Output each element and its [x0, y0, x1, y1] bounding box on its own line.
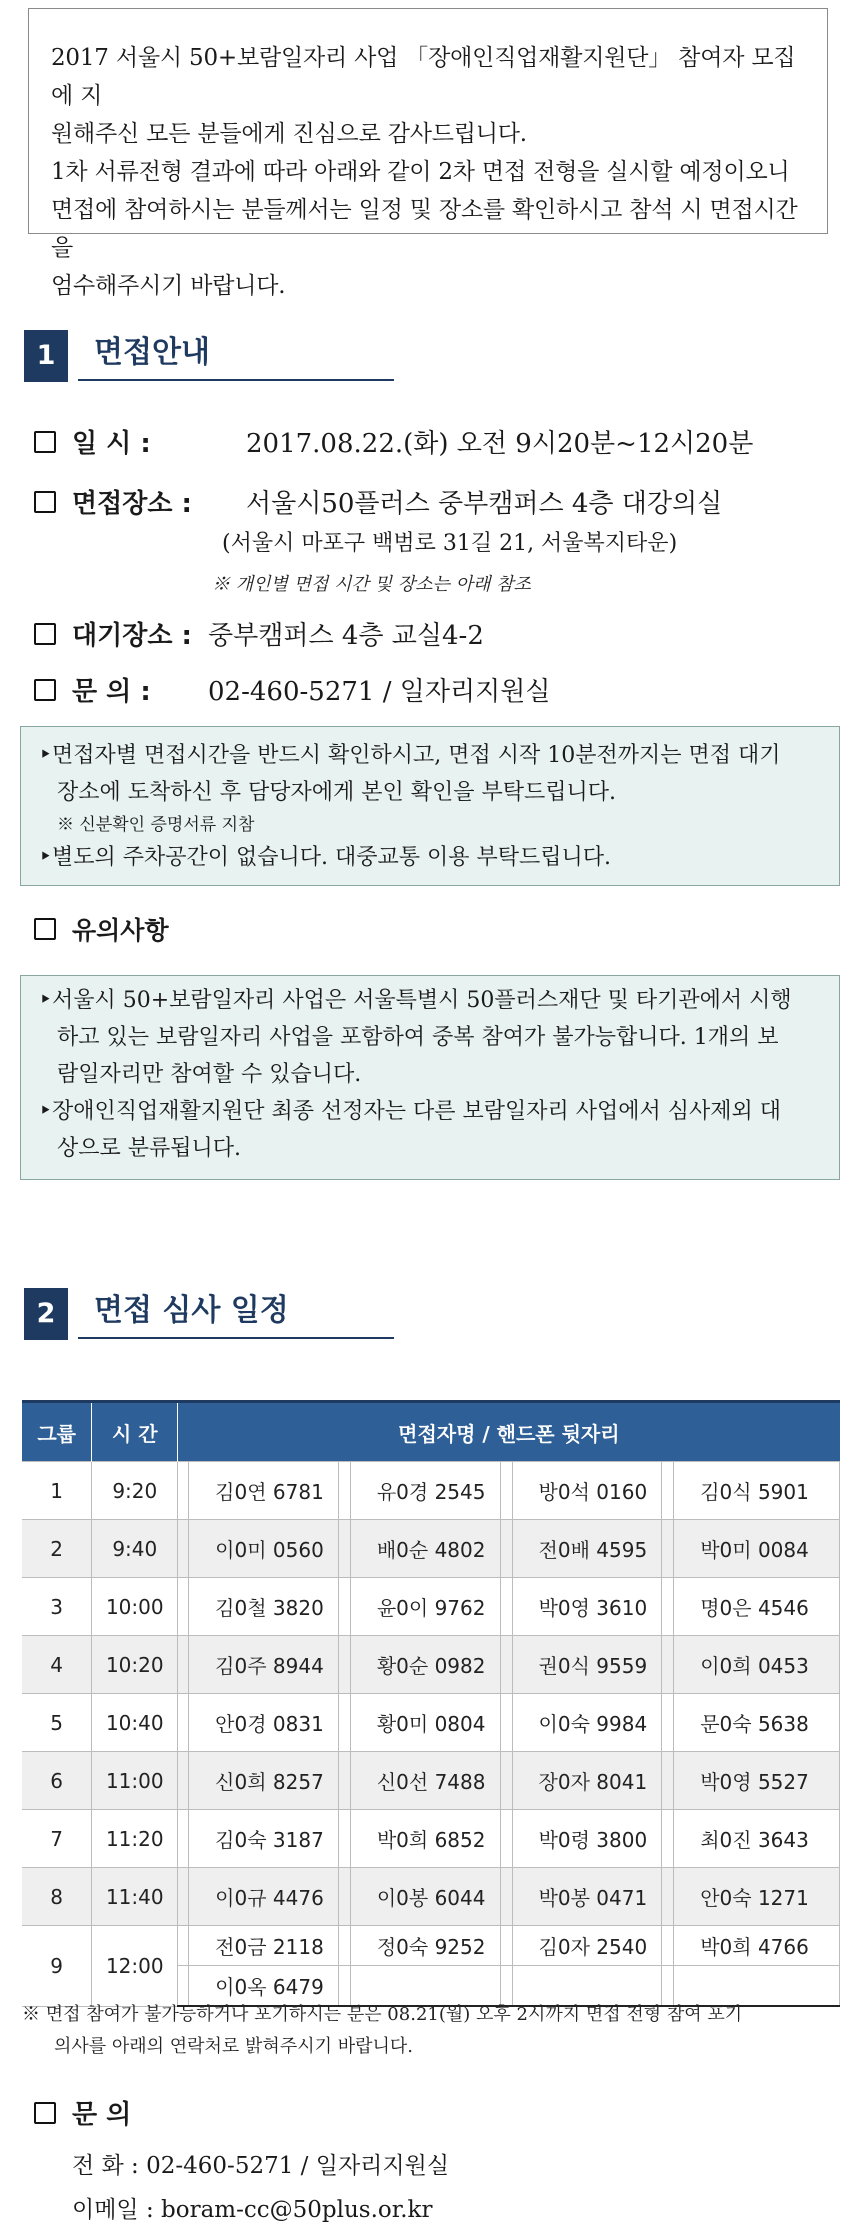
spacer-cell — [662, 1810, 674, 1868]
intro-line: 엄수해주시기 바랍니다. — [51, 273, 286, 299]
name-cell: 박0영 5527 — [674, 1752, 840, 1810]
group-cell: 3 — [22, 1578, 92, 1636]
caution-line: 하고 있는 보람일자리 사업을 포함하여 중복 참여가 불가능합니다. 1개의 보 — [57, 1025, 779, 1050]
group-cell: 6 — [22, 1752, 92, 1810]
contact-email: 이메일 : boram-cc@50plus.or.kr — [72, 2197, 433, 2223]
spacer-cell — [338, 1520, 350, 1578]
section-1-heading — [24, 330, 394, 382]
name-cell: 신0희 8257 — [189, 1752, 339, 1810]
place-note: ※ 개인별 면접 시간 및 장소는 아래 참조 — [212, 574, 531, 595]
place-address: (서울시 마포구 백범로 31길 21, 서울복지타운) — [222, 531, 678, 556]
name-cell: 이0희 0453 — [674, 1636, 840, 1694]
section-number: 1 — [24, 330, 68, 382]
info-wait-row — [34, 618, 484, 654]
time-cell: 11:20 — [92, 1810, 178, 1868]
name-cell: 김0자 2540 — [512, 1926, 662, 1966]
name-cell: 안0숙 1271 — [674, 1868, 840, 1926]
wait-value: 중부캠퍼스 4층 교실4-2 — [208, 621, 484, 651]
name-cell: 권0식 9559 — [512, 1636, 662, 1694]
contact-title: 문 의 — [72, 2100, 132, 2130]
spacer-cell — [662, 1868, 674, 1926]
place-value: 서울시50플러스 중부캠퍼스 4층 대강의실 — [246, 489, 723, 519]
section-number: 2 — [24, 1288, 68, 1340]
table-row — [22, 1752, 840, 1810]
spacer-cell — [500, 1578, 512, 1636]
group-cell: 5 — [22, 1694, 92, 1752]
section-2-heading — [24, 1288, 394, 1340]
section-title: 면접 심사 일정 — [78, 1288, 394, 1339]
spacer-cell — [662, 1752, 674, 1810]
spacer-cell — [338, 1810, 350, 1868]
caution-title: 유의사항 — [72, 916, 169, 945]
caution-line: ‣장애인직업재활지원단 최종 선정자는 다른 보람일자리 사업에서 심사제외 대 — [39, 1099, 781, 1124]
header-group: 그룹 — [22, 1402, 92, 1462]
spacer-cell — [178, 1868, 189, 1926]
spacer-cell — [500, 1520, 512, 1578]
spacer-cell — [662, 1694, 674, 1752]
spacer-cell — [178, 1694, 189, 1752]
spacer-cell — [178, 1926, 189, 1966]
header-time: 시 간 — [92, 1402, 178, 1462]
contact-phone: 전 화 : 02-460-5271 / 일자리지원실 — [72, 2153, 450, 2179]
spacer-cell — [500, 1636, 512, 1694]
caution-box — [20, 975, 840, 1180]
name-cell: 박0봉 0471 — [512, 1868, 662, 1926]
name-cell: 최0진 3643 — [674, 1810, 840, 1868]
name-cell: 장0자 8041 — [512, 1752, 662, 1810]
table-row — [22, 1810, 840, 1868]
name-cell: 전0배 4595 — [512, 1520, 662, 1578]
name-cell: 김0철 3820 — [189, 1578, 339, 1636]
checkbox-icon — [34, 918, 56, 940]
table-row — [22, 1578, 840, 1636]
spacer-cell — [662, 1636, 674, 1694]
name-cell: 김0연 6781 — [189, 1462, 339, 1520]
name-cell: 이0숙 9984 — [512, 1694, 662, 1752]
table-row — [22, 1694, 840, 1752]
spacer-cell — [338, 1462, 350, 1520]
table-row — [22, 1868, 840, 1926]
table-row — [22, 1462, 840, 1520]
name-cell: 이0규 4476 — [189, 1868, 339, 1926]
spacer-cell — [500, 1810, 512, 1868]
notice-line: ‣별도의 주차공간이 없습니다. 대중교통 이용 부탁드립니다. — [39, 845, 611, 870]
spacer-cell — [178, 1520, 189, 1578]
spacer-cell — [662, 1578, 674, 1636]
time-cell: 10:20 — [92, 1636, 178, 1694]
spacer-cell — [500, 1462, 512, 1520]
name-cell: 김0숙 3187 — [189, 1810, 339, 1868]
name-cell: 전0금 2118 — [189, 1926, 339, 1966]
group-cell: 4 — [22, 1636, 92, 1694]
info-place-row — [34, 486, 722, 522]
intro-line: 면접에 참여하시는 분들께서는 일정 및 장소를 확인하시고 참석 시 면접시간을 — [51, 197, 798, 261]
time-cell: 10:00 — [92, 1578, 178, 1636]
name-cell: 정0숙 9252 — [350, 1926, 500, 1966]
notice-line: 장소에 도착하신 후 담당자에게 본인 확인을 부탁드립니다. — [57, 780, 617, 805]
notice-box — [20, 726, 840, 886]
info-inquiry-row — [34, 674, 550, 710]
group-cell: 8 — [22, 1868, 92, 1926]
caution-line: ‣서울시 50+보람일자리 사업은 서울특별시 50플러스재단 및 타기관에서 시행 — [39, 988, 792, 1013]
spacer-cell — [178, 1636, 189, 1694]
name-cell: 윤0이 9762 — [350, 1578, 500, 1636]
checkbox-icon — [34, 431, 56, 453]
intro-box — [28, 8, 828, 299]
footnote-line: ※ 면접 참여가 불가능하거나 포기하시는 분은 08.21(월) 오후 2시까지 면접 전형 참여 포기 — [22, 2004, 743, 2025]
place-label: 면접장소 : — [72, 489, 192, 519]
name-cell: 배0순 4802 — [350, 1520, 500, 1578]
spacer-cell — [338, 1926, 350, 1966]
caution-line: 람일자리만 참여할 수 있습니다. — [57, 1062, 362, 1087]
contact-heading — [34, 2098, 131, 2132]
spacer-cell — [178, 1752, 189, 1810]
spacer-cell — [500, 1694, 512, 1752]
name-cell: 이0옥 6479 — [189, 1966, 339, 2007]
footnote-line: 의사를 아래의 연락처로 밝혀주시기 바랍니다. — [54, 2036, 413, 2057]
schedule-table — [22, 1400, 840, 2007]
spacer-cell — [500, 1926, 512, 1966]
name-cell: 이0미 0560 — [189, 1520, 339, 1578]
name-cell: 방0석 0160 — [512, 1462, 662, 1520]
spacer-cell — [500, 1752, 512, 1810]
spacer-cell — [338, 1694, 350, 1752]
spacer-cell — [662, 1926, 674, 1966]
name-cell: 김0주 8944 — [189, 1636, 339, 1694]
group-cell: 1 — [22, 1462, 92, 1520]
name-cell: 박0희 6852 — [350, 1810, 500, 1868]
name-cell: 문0숙 5638 — [674, 1694, 840, 1752]
caution-line: 상으로 분류됩니다. — [57, 1136, 242, 1161]
time-cell: 10:40 — [92, 1694, 178, 1752]
name-cell: 명0은 4546 — [674, 1578, 840, 1636]
checkbox-icon — [34, 679, 56, 701]
name-cell: 유0경 2545 — [350, 1462, 500, 1520]
info-date-row — [34, 426, 753, 462]
name-cell: 황0순 0982 — [350, 1636, 500, 1694]
name-cell: 박0미 0084 — [674, 1520, 840, 1578]
intro-line: 2017 서울시 50+보람일자리 사업 「장애인직업재활지원단」 참여자 모집에 지 — [51, 45, 796, 109]
wait-label: 대기장소 : — [72, 621, 192, 651]
spacer-cell — [662, 1520, 674, 1578]
inquiry-label: 문 의 : — [72, 677, 151, 707]
intro-line: 1차 서류전형 결과에 따라 아래와 같이 2차 면접 전형을 실시할 예정이오니 — [51, 159, 790, 185]
time-cell: 12:00 — [92, 1926, 178, 2007]
group-cell: 7 — [22, 1810, 92, 1868]
spacer-cell — [662, 1462, 674, 1520]
caution-heading — [34, 914, 169, 948]
notice-line: ‣면접자별 면접시간을 반드시 확인하시고, 면접 시작 10분전까지는 면접 대기 — [39, 743, 781, 768]
intro-line: 원해주신 모든 분들에게 진심으로 감사드립니다. — [51, 121, 527, 147]
name-cell: 황0미 0804 — [350, 1694, 500, 1752]
spacer-cell — [338, 1868, 350, 1926]
checkbox-icon — [34, 2102, 56, 2124]
time-cell: 9:40 — [92, 1520, 178, 1578]
table-row — [22, 1520, 840, 1578]
name-cell: 신0선 7488 — [350, 1752, 500, 1810]
checkbox-icon — [34, 491, 56, 513]
name-cell: 박0희 4766 — [674, 1926, 840, 1966]
spacer-cell — [338, 1752, 350, 1810]
time-cell: 9:20 — [92, 1462, 178, 1520]
table-row — [22, 1926, 840, 1966]
notice-note: ※ 신분확인 증명서류 지참 — [57, 815, 255, 835]
group-cell: 2 — [22, 1520, 92, 1578]
inquiry-value: 02-460-5271 / 일자리지원실 — [208, 677, 551, 707]
name-cell: 안0경 0831 — [189, 1694, 339, 1752]
date-value: 2017.08.22.(화) 오전 9시20분~12시20분 — [246, 429, 754, 459]
group-cell: 9 — [22, 1926, 92, 2007]
name-cell: 박0영 3610 — [512, 1578, 662, 1636]
spacer-cell — [178, 1810, 189, 1868]
table-header-row — [22, 1402, 840, 1462]
spacer-cell — [338, 1636, 350, 1694]
checkbox-icon — [34, 623, 56, 645]
table-row — [22, 1636, 840, 1694]
spacer-cell — [178, 1578, 189, 1636]
section-title: 면접안내 — [78, 330, 394, 381]
header-names: 면접자명 / 핸드폰 뒷자리 — [178, 1402, 840, 1462]
spacer-cell — [178, 1462, 189, 1520]
name-cell: 박0령 3800 — [512, 1810, 662, 1868]
time-cell: 11:40 — [92, 1868, 178, 1926]
spacer-cell — [338, 1578, 350, 1636]
spacer-cell — [500, 1868, 512, 1926]
name-cell: 김0식 5901 — [674, 1462, 840, 1520]
name-cell: 이0봉 6044 — [350, 1868, 500, 1926]
date-label: 일 시 : — [72, 429, 151, 459]
time-cell: 11:00 — [92, 1752, 178, 1810]
